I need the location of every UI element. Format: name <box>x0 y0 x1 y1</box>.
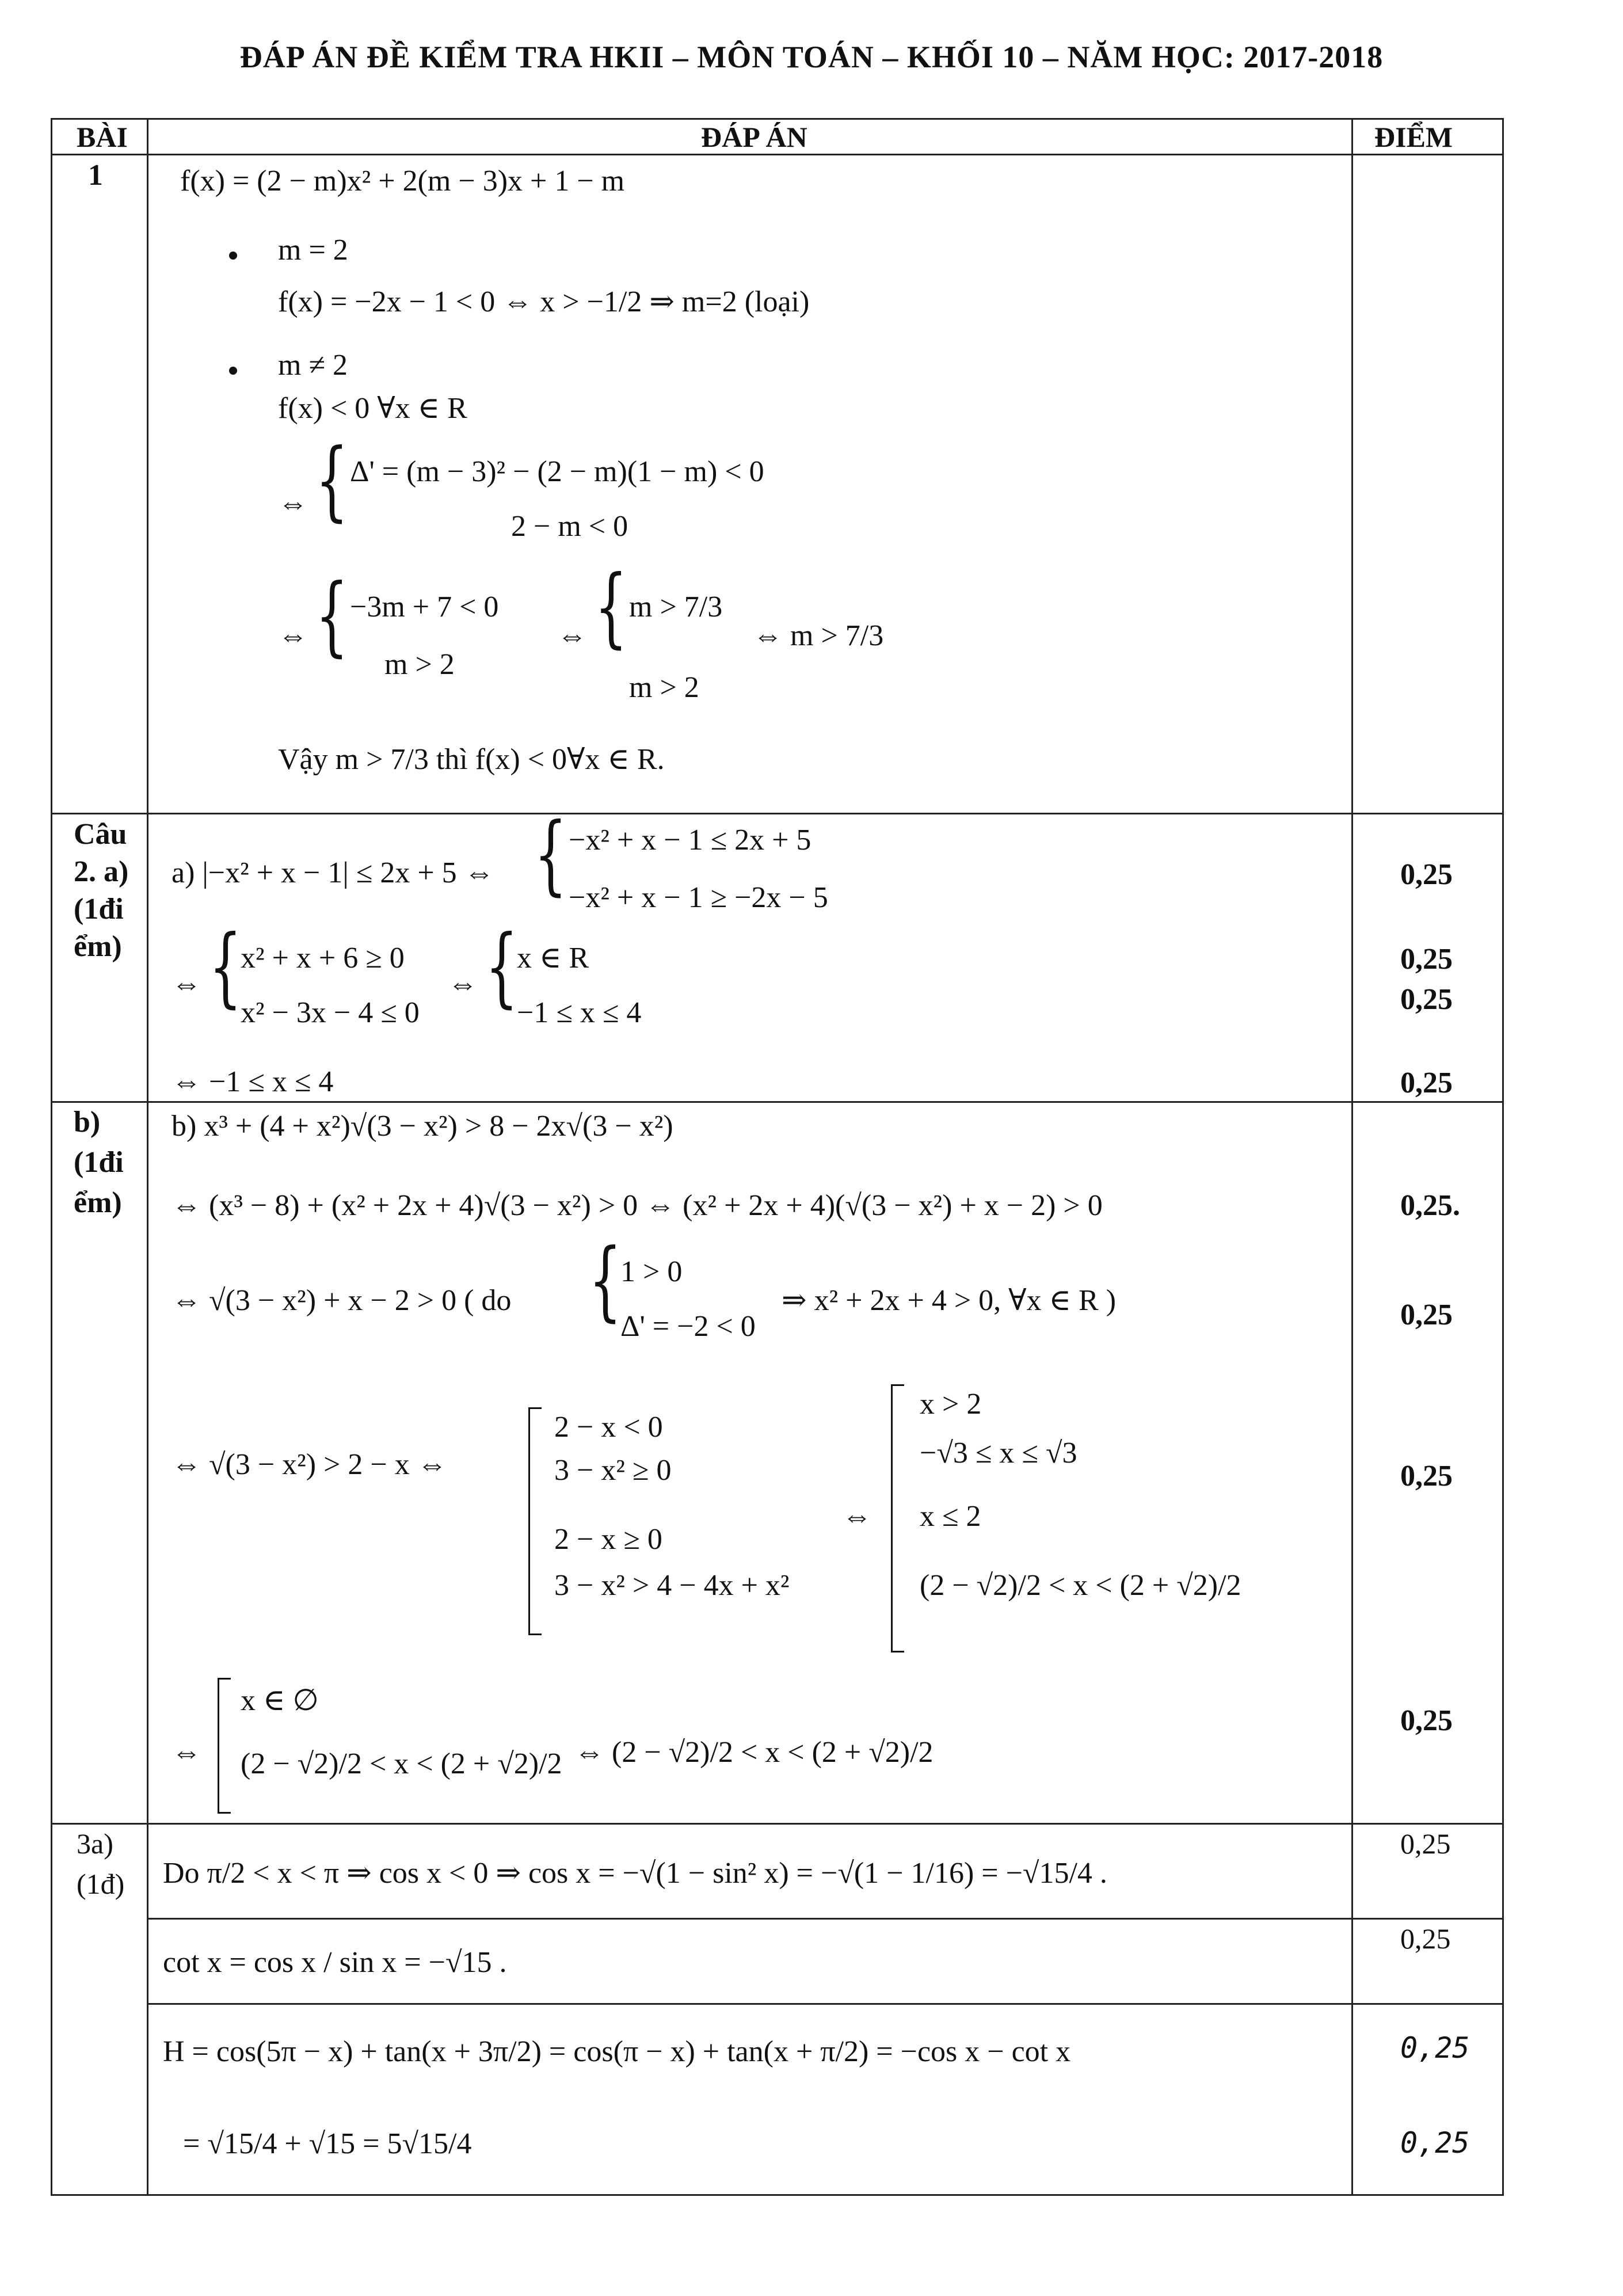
row-label-line: b) <box>74 1106 101 1139</box>
equivalence-symbol: ⇔ <box>448 968 478 1000</box>
table-border-top <box>51 118 1504 120</box>
inequality: b) x³ + (4 + x²)√(3 − x²) > 8 − 2x√(3 − x²) <box>172 1110 673 1143</box>
equivalence-symbol: ⇔ <box>278 487 308 520</box>
system-line: −x² + x − 1 ≥ −2x − 5 <box>569 881 828 914</box>
row-label-line: ểm) <box>74 930 122 963</box>
equivalence-line: ⇔ √(3 − x²) + x − 2 > 0 ( do <box>172 1284 512 1317</box>
system-brace: { <box>595 557 628 657</box>
or-bracket <box>528 1407 542 1635</box>
row-divider <box>147 1918 1504 1920</box>
system-line: x² − 3x − 4 ≤ 0 <box>241 996 420 1029</box>
system-brace: { <box>209 917 242 1017</box>
case-m-equals-2-result: f(x) = −2x − 1 < 0 ⇔ x > −1/2 ⇒ m=2 (loại) <box>278 285 810 318</box>
solution-line: H = cos(5π − x) + tan(x + 3π/2) = cos(π − x) + tan(x + π/2) = −cos x − cot x <box>163 2035 1071 2068</box>
system-line: Δ' = (m − 3)² − (2 − m)(1 − m) < 0 <box>350 455 764 488</box>
or-bracket <box>218 1678 231 1814</box>
system-brace: { <box>315 431 349 531</box>
system-line: 3 − x² ≥ 0 <box>554 1454 672 1487</box>
system-line: x > 2 <box>920 1388 982 1421</box>
function-definition: f(x) = (2 − m)x² + 2(m − 3)x + 1 − m <box>180 165 625 197</box>
system-line: −x² + x − 1 ≤ 2x + 5 <box>569 824 812 856</box>
system-line: 2 − x ≥ 0 <box>554 1523 662 1556</box>
handwritten-score: 0,25 <box>1400 2031 1470 2065</box>
row-label-line: Câu <box>74 818 127 851</box>
table-border-right <box>1502 118 1504 2196</box>
handwritten-score: 0,25 <box>1400 2126 1470 2160</box>
answer-table <box>51 118 1504 2196</box>
final-result: ⇔ (2 − √2)/2 < x < (2 + √2)/2 <box>574 1736 934 1769</box>
system-line: −3m + 7 < 0 <box>350 591 499 623</box>
equivalence-line: ⇒ x² + 2x + 4 > 0, ∀x ∈ R ) <box>782 1284 1117 1317</box>
score: 0,25 <box>1400 1827 1451 1860</box>
row-label-line: (1đ) <box>77 1868 125 1900</box>
score: 0,25 <box>1400 1704 1453 1737</box>
row-divider <box>51 1101 1504 1103</box>
system-line: 2 − x < 0 <box>554 1411 663 1444</box>
table-border-left <box>51 118 52 2196</box>
score: 0,25 <box>1400 1067 1453 1099</box>
system-line: (2 − √2)/2 < x < (2 + √2)/2 <box>920 1569 1241 1602</box>
row-label-line: ểm) <box>74 1186 122 1219</box>
row-label-line: (1đi <box>74 1146 124 1179</box>
system-line: Δ' = −2 < 0 <box>620 1310 756 1343</box>
row-label-line: 2. a) <box>74 855 129 888</box>
system-line: −1 ≤ x ≤ 4 <box>517 996 642 1029</box>
score: 0,25 <box>1400 983 1453 1016</box>
case-m-equals-2: m = 2 <box>278 234 348 266</box>
system-line: m > 2 <box>384 648 455 681</box>
system-line: 1 > 0 <box>620 1255 683 1288</box>
solution-line: cot x = cos x / sin x = −√15 . <box>163 1946 507 1979</box>
column-header-diem: ĐIỂM <box>1374 121 1453 153</box>
column-divider <box>1351 118 1353 2196</box>
system-result: ⇔ m > 7/3 <box>753 619 884 652</box>
solution-line: = √15/4 + √15 = 5√15/4 <box>183 2127 472 2160</box>
score: 0,25 <box>1400 858 1453 891</box>
row-divider <box>147 2003 1504 2005</box>
system-line: 2 − m < 0 <box>511 510 628 543</box>
table-border-bottom <box>51 2194 1504 2196</box>
system-brace: { <box>315 566 349 666</box>
conclusion: Vậy m > 7/3 thì f(x) < 0∀x ∈ R. <box>278 743 665 776</box>
system-brace: { <box>534 805 567 905</box>
system-line: x ∈ ∅ <box>241 1684 319 1717</box>
or-bracket <box>891 1384 904 1652</box>
system-line: 3 − x² > 4 − 4x + x² <box>554 1569 790 1602</box>
equivalence-line: ⇔ √(3 − x²) > 2 − x ⇔ <box>172 1448 447 1481</box>
system-line: x² + x + 6 ≥ 0 <box>241 942 405 974</box>
solution-line: Do π/2 < x < π ⇒ cos x < 0 ⇒ cos x = −√(1 − sin² x) = −√(1 − 1/16) = −√15/4 . <box>163 1857 1107 1890</box>
equivalence-symbol: ⇔ <box>557 619 587 652</box>
system-line: x ≤ 2 <box>920 1500 981 1533</box>
system-line: m > 7/3 <box>629 591 723 623</box>
system-brace: { <box>589 1231 622 1331</box>
system-line: (2 − √2)/2 < x < (2 + √2)/2 <box>241 1747 562 1780</box>
case-m-not-2: m ≠ 2 <box>278 349 348 382</box>
column-divider <box>147 118 148 2196</box>
equivalence-line: ⇔ (x³ − 8) + (x² + 2x + 4)√(3 − x²) > 0 ⇔ (x² + 2x + 4)(√(3 − x²) + x − 2) > 0 <box>172 1189 1103 1222</box>
system-line: −√3 ≤ x ≤ √3 <box>920 1437 1077 1469</box>
score: 0,25 <box>1400 1922 1451 1955</box>
bullet <box>229 252 237 260</box>
final-result: ⇔ −1 ≤ x ≤ 4 <box>172 1065 334 1098</box>
score: 0,25 <box>1400 1299 1453 1331</box>
row-label-bai-1: 1 <box>88 159 103 192</box>
row-label-line: 3a) <box>77 1827 113 1860</box>
row-label-line: (1đi <box>74 893 124 926</box>
equivalence-symbol: ⇔ <box>172 968 201 1000</box>
equivalence-symbol: ⇔ <box>172 1736 201 1769</box>
row-divider <box>51 1823 1504 1825</box>
case-m-not-2-condition: f(x) < 0 ∀x ∈ R <box>278 392 467 425</box>
page-title: ĐÁP ÁN ĐỀ KIỂM TRA HKII – MÔN TOÁN – KHỐI 10 – NĂM HỌC: 2017-2018 <box>239 40 1384 74</box>
column-header-bai: BÀI <box>77 121 128 153</box>
score: 0,25 <box>1400 1460 1453 1492</box>
equivalence-symbol: ⇔ <box>278 619 308 652</box>
system-line: m > 2 <box>629 671 699 704</box>
bullet <box>229 367 237 375</box>
score: 0,25 <box>1400 943 1453 976</box>
row-divider <box>51 813 1504 814</box>
inequality: a) |−x² + x − 1| ≤ 2x + 5 ⇔ <box>172 856 494 889</box>
system-brace: { <box>485 917 519 1017</box>
system-line: x ∈ R <box>517 942 589 974</box>
column-header-dap-an: ĐÁP ÁN <box>701 121 807 153</box>
score: 0,25. <box>1400 1189 1460 1222</box>
equivalence-symbol: ⇔ <box>842 1500 872 1533</box>
